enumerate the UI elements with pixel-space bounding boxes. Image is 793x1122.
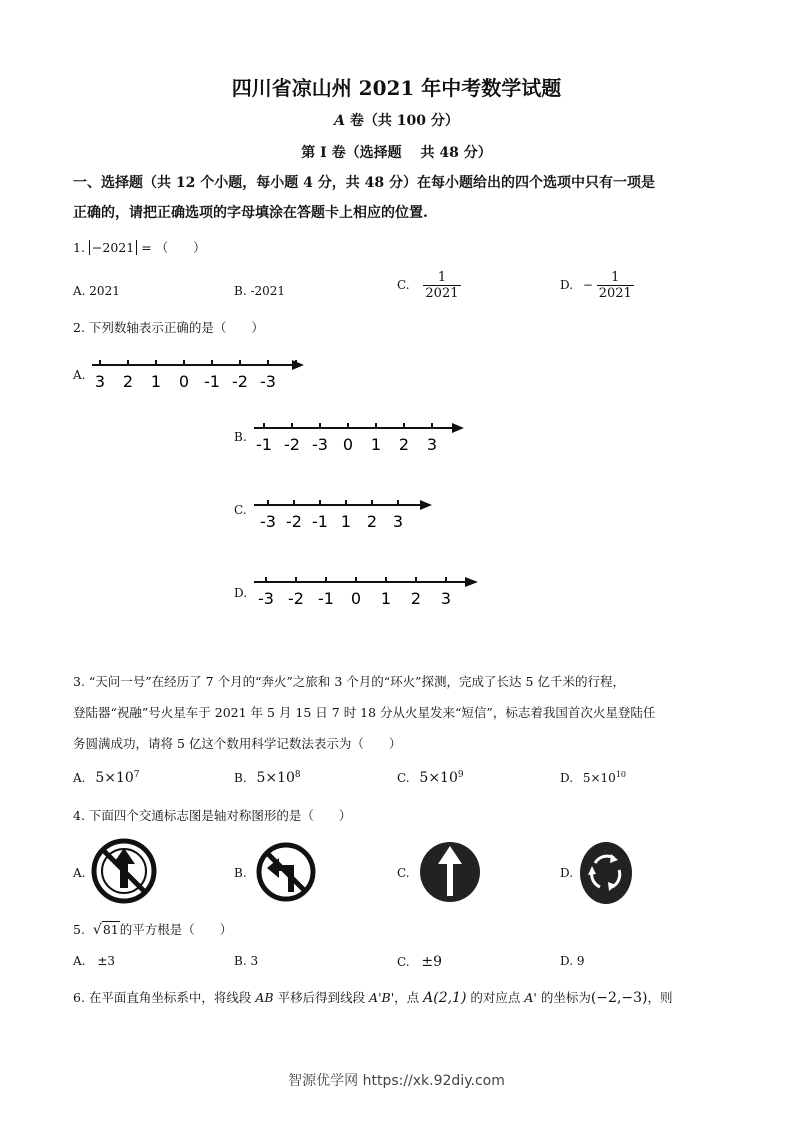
opt-base: 5×10 [419, 770, 458, 786]
no-straight-sign-icon [90, 838, 158, 904]
footer-watermark: 智源优学网 https://xk.92diy.com [288, 1073, 505, 1089]
tick-label: 1 [150, 372, 162, 391]
paper-a-heading [0, 110, 793, 130]
paper-a-prefix: A [334, 113, 345, 129]
fraction-denominator: 2021 [425, 286, 459, 301]
tick-label: -3 [258, 589, 274, 608]
tick-label: 2 [410, 589, 422, 608]
q4-option-c-label: C. [397, 866, 410, 880]
tick-label: 1 [340, 512, 352, 531]
q1-stem [73, 238, 206, 256]
tick-label: 3 [94, 372, 106, 391]
section-instructions-line2: 正确的，请把正确选项的字母填涂在答题卡上相应的位置. [73, 205, 428, 221]
tick-label: 3 [426, 435, 438, 454]
tick-label: 0 [178, 372, 190, 391]
q1-absolute-value: −2021 [89, 240, 137, 255]
section-instructions-line1: 一、选择题（共 12 个小题，每小题 4 分，共 48 分）在每小题给出的四个选项中只有一项是 [73, 175, 655, 191]
fraction-denominator: 2021 [598, 286, 632, 301]
opt-base: 5×10 [256, 770, 295, 786]
tick-label: -3 [260, 372, 276, 391]
q2-option-a-label: A. [73, 368, 86, 382]
number-line-d [252, 572, 487, 620]
tick-label: 3 [392, 512, 404, 531]
q6-stem [73, 988, 673, 1006]
q5-option-a [73, 954, 115, 968]
opt-value: ±9 [421, 954, 443, 970]
q3-option-c [397, 770, 464, 786]
tick-label: 2 [398, 435, 410, 454]
opt-label: A. [73, 771, 86, 785]
fraction-numerator: 1 [423, 270, 460, 286]
q6-text-3: ，点 [394, 990, 424, 1005]
tick-label: -3 [312, 435, 328, 454]
tick-label: -1 [204, 372, 220, 391]
opt-base: 5×10 [95, 770, 134, 786]
q1-option-d-sign: − [582, 278, 593, 292]
q2-option-c-label: C. [234, 503, 247, 517]
opt-base: 5×10 [582, 771, 616, 785]
opt-exp: 9 [457, 770, 464, 780]
tick-label: 0 [350, 589, 362, 608]
q5-option-c [397, 954, 442, 970]
opt-label: C. [397, 771, 410, 785]
q3-option-b [234, 770, 301, 786]
q6-text-2: 平移后得到线段 [273, 990, 370, 1005]
tick-label: -2 [288, 589, 304, 608]
tick-label: -3 [260, 512, 276, 531]
q3-line3: 务圆满成功，请将 5 亿这个数用科学记数法表示为（ ） [73, 736, 402, 751]
fraction-numerator: 1 [597, 270, 634, 286]
q4-option-b-label: B. [234, 866, 247, 880]
q6-point-a: A(2,1) [423, 990, 467, 1006]
q2-option-b-label: B. [234, 430, 247, 444]
opt-label: A. [73, 954, 86, 968]
part1-heading: 第 I 卷（选择题 共 48 分） [301, 145, 492, 161]
q1-option-b: B. -2021 [234, 284, 286, 298]
q6-segment-prime: A'B' [369, 990, 395, 1005]
q6-text-6: ，则 [647, 990, 673, 1005]
q3-line1: 3. “天问一号”在经历了 7 个月的“奔火”之旅和 3 个月的“环火”探测，完成了长达 5 亿千米的行程， [73, 674, 625, 689]
q6-text-4: 的对应点 [466, 990, 525, 1005]
opt-label: B. [234, 771, 247, 785]
tick-label: 2 [366, 512, 378, 531]
paper-a-suffix: 卷（共 100 分） [345, 113, 459, 129]
tick-label: -1 [318, 589, 334, 608]
sqrt-symbol-icon: √ [92, 922, 102, 938]
q6-segment: AB [255, 990, 274, 1005]
tick-label: -2 [232, 372, 248, 391]
q1-option-d [560, 270, 634, 301]
number-line-c [252, 495, 442, 540]
q6-coordinate: (−2,−3) [590, 990, 648, 1006]
q4-option-d-label: D. [560, 866, 574, 880]
tick-label: 1 [370, 435, 382, 454]
q6-point-a-prime: A' [524, 990, 537, 1005]
q5-tail: 的平方根是（ ） [119, 922, 233, 937]
q1-option-d-label: D. [560, 278, 574, 292]
opt-exp: 8 [294, 770, 301, 780]
number-line-b [252, 418, 472, 463]
q1-tail: = （ ） [141, 240, 206, 255]
q3-option-a [73, 770, 140, 786]
tick-label: 0 [342, 435, 354, 454]
q3-option-d [560, 770, 626, 785]
opt-label: D. [560, 771, 574, 785]
tick-label: -1 [256, 435, 272, 454]
q1-number: 1. [73, 240, 85, 255]
q2-option-d-label: D. [234, 586, 248, 600]
opt-label: C. [397, 955, 410, 969]
q1-option-c-fraction [423, 270, 460, 301]
tick-label: 1 [380, 589, 392, 608]
tick-label: -2 [284, 435, 300, 454]
q1-option-a: A. 2021 [73, 284, 120, 298]
q2-stem: 2. 下列数轴表示正确的是（ ） [73, 320, 264, 335]
q4-option-a-label: A. [73, 866, 86, 880]
page-title: 四川省凉山州 2021 年中考数学试题 [231, 76, 562, 100]
opt-exp: 7 [133, 770, 140, 780]
q1-option-c [397, 270, 461, 301]
q1-option-d-fraction [597, 270, 634, 301]
q4-stem: 4. 下面四个交通标志图是轴对称图形的是（ ） [73, 808, 352, 823]
opt-exp: 10 [615, 770, 626, 779]
q6-text-1: 6. 在平面直角坐标系中，将线段 [73, 990, 256, 1005]
tick-label: -2 [286, 512, 302, 531]
q3-line2: 登陆器“祝融”号火星车于 2021 年 5 月 15 日 7 时 18 分从火星发来“短信”，标志着我国首次火星登陆任 [73, 705, 656, 720]
tick-label: 3 [440, 589, 452, 608]
straight-only-sign-icon [418, 840, 482, 904]
q1-option-c-label: C. [397, 278, 410, 292]
number-line-a [90, 355, 310, 400]
q5-option-b: B. 3 [234, 954, 259, 968]
q5-number: 5. [73, 922, 85, 937]
q5-radicand: 81 [102, 922, 119, 937]
opt-value: ±3 [97, 954, 116, 968]
q6-text-5: 的坐标为 [536, 990, 591, 1005]
tick-label: 2 [122, 372, 134, 391]
tick-label: -1 [312, 512, 328, 531]
roundabout-sign-icon [578, 840, 634, 906]
no-left-turn-sign-icon [255, 842, 317, 902]
q5-stem [73, 920, 232, 938]
q5-option-d: D. 9 [560, 954, 585, 968]
